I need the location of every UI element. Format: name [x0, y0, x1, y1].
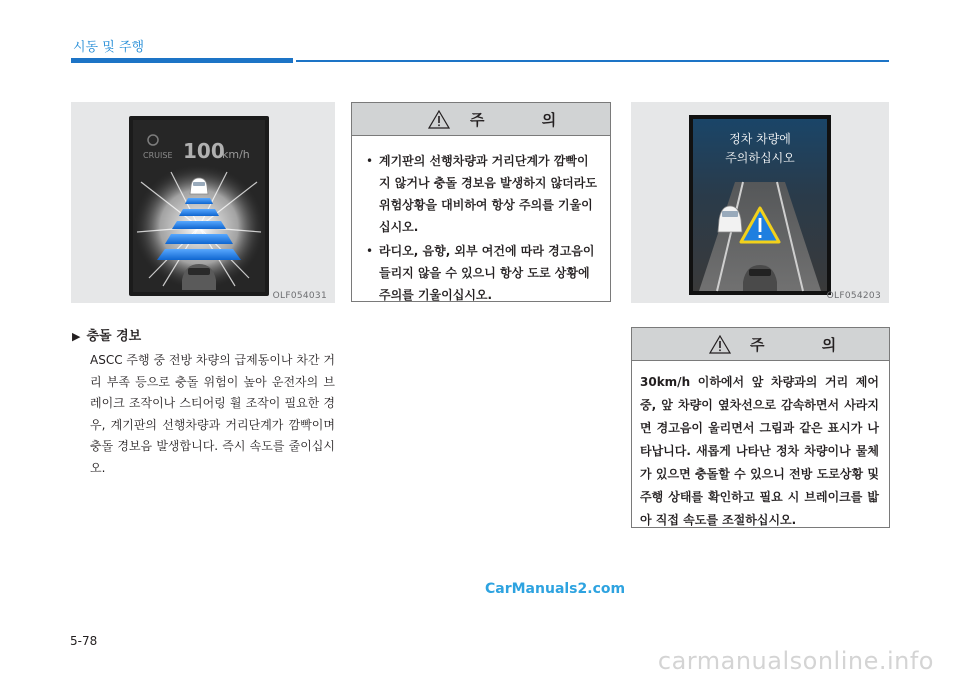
page-number: 5-78: [70, 634, 98, 648]
header-rule-thick: [71, 58, 293, 63]
caution-bullet-list: [352, 136, 610, 306]
caution-header: [632, 328, 889, 361]
watermark-footer: carmanualsonline.info: [657, 647, 934, 675]
warning-message-line1: 정차 차량에: [729, 132, 791, 146]
section-marker-icon: ▶: [72, 330, 81, 343]
warning-triangle-icon: [428, 110, 450, 129]
caution-box-1: [351, 102, 611, 302]
section-title: [72, 325, 141, 344]
speed-unit: km/h: [222, 148, 250, 161]
set-speed: 100: [183, 139, 225, 163]
lead-car-icon: [190, 178, 208, 194]
figure-stopped-vehicle-warning: [631, 102, 889, 303]
figure-code: OLF054203: [826, 291, 881, 301]
caution-bullet: • 계기판의 선행차량과 거리단계가 깜빡이지 않거나 충돌 경보음 발생하지 않더라도 위험상황을 대비하여 항상 주의를 기울이십시오.: [366, 150, 600, 238]
caution-title: 주 의: [470, 111, 583, 129]
warning-message-line2: 주의하십시오: [725, 151, 795, 165]
cluster-illustration: [71, 102, 335, 303]
header-rule-thin: [296, 60, 889, 62]
cluster-illustration: [631, 102, 889, 303]
caution-header: [352, 103, 610, 136]
caution-title: 주 의: [750, 336, 863, 354]
cruise-label: CRUISE: [143, 151, 173, 160]
watermark-link[interactable]: CarManuals2.com: [485, 581, 626, 597]
section-title-text: 충돌 경보: [86, 329, 142, 344]
caution-bullet: • 라디오, 음향, 외부 여건에 따라 경고음이 들리지 않을 수 있으니 항상 도로 상황에 주의를 기울이십시오.: [366, 240, 600, 306]
figure-collision-warning: [71, 102, 335, 303]
section-body: ASCC 주행 중 전방 차량의 급제동이나 차간 거리 부족 등으로 충돌 위험이 높아 운전자의 브레이크 조작이나 스티어링 휠 조작이 필요한 경우, 계기판의 선행차량과 거리단계가 깜빡이며 충돌 경보음 발생합니다. 즉시 속도를 줄이십시오.: [90, 353, 335, 475]
warning-triangle-icon: [709, 335, 731, 354]
caution-box-2: [631, 327, 890, 528]
section-header-title: 시동 및 주행: [73, 40, 145, 55]
figure-code: OLF054031: [272, 291, 327, 301]
caution-text: 30km/h 이하에서 앞 차량과의 거리 제어 중, 앞 차량이 옆차선으로 감속하면서 사라지면 경고음이 울리면서 그림과 같은 표시가 나타납니다. 새롭게 나타난 정차 차량이나 물체가 있으면 충돌할 수 있으니 전방 도로상황 및 주행 상태를 확인하고 필요 시 브레이크를 밟아 직접 속도를 조절하십시오.: [640, 375, 879, 527]
